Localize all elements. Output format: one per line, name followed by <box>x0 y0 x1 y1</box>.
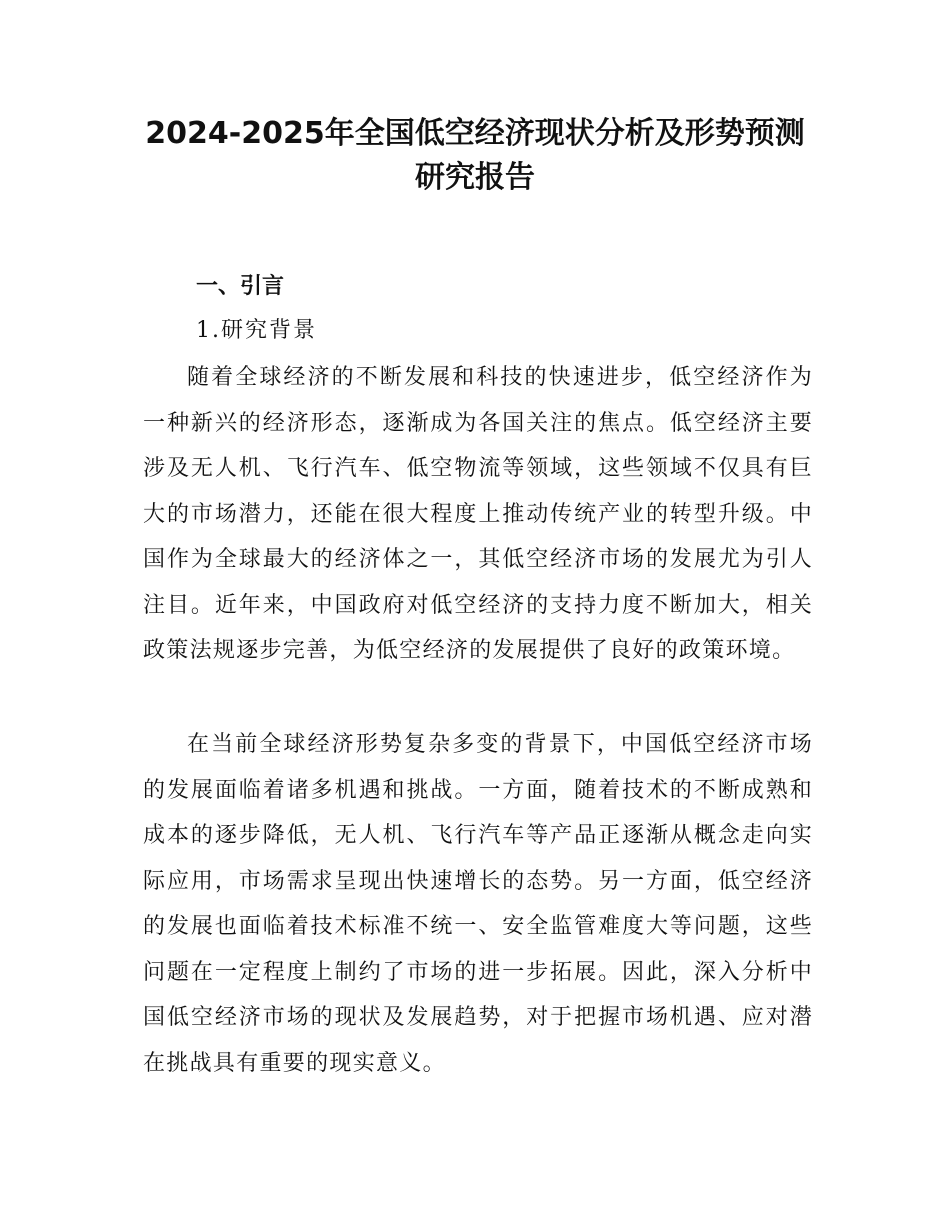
document-title-line-2: 研究报告 <box>415 160 535 195</box>
paragraph-2 <box>143 722 813 1086</box>
document-title-line-1: 2024-2025年全国低空经济现状分析及形势预测 <box>145 116 805 151</box>
paragraph-2-text: 在当前全球经济形势复杂多变的背景下，中国低空经济市场的发展面临着诸多机遇和挑战。一方面，随着技术的不断成熟和成本的逐步降低，无人机、飞行汽车等产品正逐渐从概念走向实际应用，市场需求呈现出快速增长的态势。另一方面，低空经济的发展也面临着技术标准不统一、安全监管难度大等问题，这些问题在一定程度上制约了市场的进一步拓展。因此，深入分析中国低空经济市场的现状及发展趋势，对于把握市场机遇、应对潜在挑战具有重要的现实意义。 <box>143 732 813 1076</box>
subsection-heading: 1.研究背景 <box>196 318 317 343</box>
paragraph-1-text: 随着全球经济的不断发展和科技的快速进步，低空经济作为一种新兴的经济形态，逐渐成为各国关注的焦点。低空经济主要涉及无人机、飞行汽车、低空物流等领域，这些领域不仅具有巨大的市场潜力，还能在很大程度上推动传统产业的转型升级。中国作为全球最大的经济体之一，其低空经济市场的发展尤为引人注目。近年来，中国政府对低空经济的支持力度不断加大，相关政策法规逐步完善，为低空经济的发展提供了良好的政策环境。 <box>143 365 813 663</box>
paragraph-1 <box>143 355 813 674</box>
section-heading: 一、引言 <box>196 274 285 299</box>
